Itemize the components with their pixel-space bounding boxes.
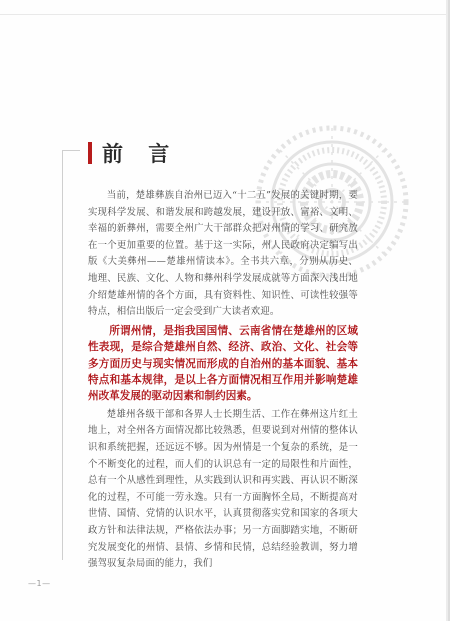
preface-body [88,188,358,574]
page-title: 前 言 [102,142,179,166]
emphasis-paragraph: 所谓州情，是指我国国情、云南省情在楚雄州的区域性表现，是综合楚雄州自然、经济、政治、文化、社会等多方面历史与现实情况而形成的自治州的基本面貌、基本特点和基本规律，是以上各方面情况相互作用并影响楚雄州改革发展的驱动因素和制约因素。 [88,324,358,403]
heading-corner-horizontal [62,150,80,151]
paragraph: 楚雄州各级干部和各界人士长期生活、工作在彝州这片红土地上，对全州各方面情况都比较熟悉，但要说到对州情的整体认识和系统把握，还远远不够。因为州情是一个复杂的系统，是一个不断变化的过程，而人们的认识总有一定的局限性和片面性，总有一个从感性到理性，从实践到认识和再实践、再认识不断深化的过程，不可能一劳永逸。只有一方面胸怀全局，不断提高对世情、国情、党情的认识水平，认真贯彻落实党和国家的各项大政方针和法律法规，严格依法办事；另一方面脚踏实地，不断研究发展变化的州情、县情、乡情和民情，总结经验教训，努力增强驾驭复杂局面的能力，我们 [88,408,358,570]
header-rule [0,14,450,15]
heading-accent-bar [88,142,92,164]
paragraph: 当前，楚雄彝族自治州已迈入“十二五”发展的关键时期，要实现科学发展、和谐发展和跨越发展，建设开放、富裕、文明、幸福的新彝州，需要全州广大干部群众把对州情的学习、研究放在一个更加重要的位置。基于这一实际，州人民政府决定编写出版《大美彝州——楚雄州情读本》。全书共六章，分别从历史、地理、民族、文化、人物和彝州科学发展成就等方面深入浅出地介绍楚雄州情的各个方面，具有资料性、知识性、可读性较强等特点，相信出版后一定会受到广大读者欢迎。 [88,190,358,318]
page-number: —1— [28,579,51,588]
heading-corner-vertical [62,150,63,560]
